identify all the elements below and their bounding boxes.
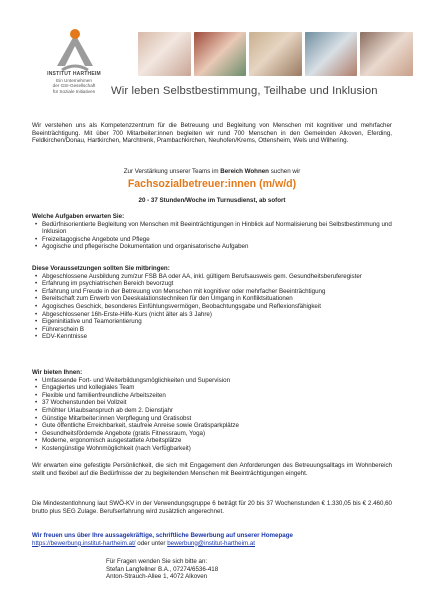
list-item: • Führerschein B <box>42 326 392 334</box>
list-item: • Umfassende Fort- und Weiterbildungsmöglichkeiten und Supervision <box>42 377 392 385</box>
lead-bold: Bereich Wohnen <box>220 168 269 175</box>
salary-paragraph: Die Mindestentlohnung laut SWÖ-KV in der Verwendungsgruppe 6 beträgt für 20 bis 37 Wochenstunden € 1.330,05 bis € 2.460,60 brutto plus SEG Zulage. Berufserfahrung wird zusätzlich angerechnet. <box>32 500 392 515</box>
contact-address: Anton-Strauch-Allee 1, 4072 Alkoven <box>106 573 208 581</box>
requirements-heading: Diese Voraussetzungen sollten Sie mitbringen: <box>32 265 170 272</box>
org-name: INSTITUT HARTHEIM <box>47 71 101 77</box>
list-item: • Engagiertes und kollegiales Team <box>42 384 392 392</box>
tasks-heading: Welche Aufgaben erwarten Sie: <box>32 213 125 220</box>
list-item: • Erfahrung und Freude in der Betreuung von Menschen mit kognitiver oder mehrfacher Beeinträchtigung <box>42 288 392 296</box>
tasks-section <box>32 213 392 251</box>
application-link[interactable]: https://bewerbung.institut-hartheim.at/ <box>32 539 136 547</box>
list-item: • EDV-Kenntnisse <box>42 333 392 341</box>
header-photo <box>194 32 247 76</box>
org-sub-line: für Soziale Initiativen <box>52 88 96 94</box>
header-photo <box>249 32 302 76</box>
list-item: • 37 Wochenstunden bei Vollzeit <box>42 399 392 407</box>
list-item: • Freizeitagogische Angebote und Pflege <box>42 236 392 244</box>
apply-question: Wir freuen uns über Ihre aussagekräftige, schriftliche Bewerbung auf unserer Homepage <box>32 532 293 539</box>
contact-intro: Für Fragen wenden Sie sich bitte an: <box>106 558 208 565</box>
list-item: • Abgeschlossener 16h-Erste-Hilfe-Kurs (nicht älter als 3 Jahre) <box>42 311 392 319</box>
contact-person: Stefan Langfellner B.A., 07274/6536-418 <box>106 565 219 573</box>
header-photo <box>305 32 358 76</box>
intro-paragraph: Wir verstehen uns als Kompetenzzentrum für die Betreuung und Begleitung von Menschen mit kognitiver und mehrfacher Beeinträchtigung. Mit über 700 Mitarbeiter:innen begleiten wir rund 700 Menschen in den Gemeinden Alkoven, Eferding, Feldkirchen/Donau, Hartkirchen, Marchtrenk, Prambachkirchen, Neuhofen/Krems, Ottensheim, Wels und Wilhering. <box>32 122 392 145</box>
list-item: • Gesundheitsfördernde Angebote (gratis Fitnessraum, Yoga) <box>42 430 392 438</box>
contact-block <box>106 558 366 581</box>
expectation-paragraph: Wir erwarten eine gefestigte Persönlichkeit, die sich mit Engagement den Anforderungen des Betreuungsalltags im Wohnbereich stellt und flexibel auf die Bedürfnisse der zu begleitenden Menschen mit Beeinträchtigungen eingeht. <box>32 462 392 477</box>
apply-links <box>32 540 392 548</box>
list-item: • Moderne, ergonomisch ausgestattete Arbeitsplätze <box>42 437 392 445</box>
list-item: • Bedürfnisorientierte Begleitung von Menschen mit Beeinträchtigungen in Hinblick auf Normalisierung bei Selbstbestimmung und Inklusion <box>42 221 392 236</box>
list-item: • Flexible und familienfreundliche Arbeitszeiten <box>42 392 392 400</box>
list-item: • Gute öffentliche Erreichbarkeit, staufreie Anreise sowie Gratisparkplätze <box>42 422 392 430</box>
offers-heading: Wir bieten Ihnen: <box>32 369 83 376</box>
requirements-section <box>32 265 392 341</box>
list-item: • Abgeschlossene Ausbildung zum/zur FSB BA oder AA, inkl. gültigem Berufsausweis gem. Gesundheitsberuferegister <box>42 273 392 281</box>
header-photo-strip <box>138 32 413 76</box>
header-photo <box>138 32 191 76</box>
list-item: • Bereitschaft zum Erwerb von Deeskalationstechniken für den Umgang in Konfliktsituationen <box>42 295 392 303</box>
org-sub-line: der GSI-Gesellschaft <box>52 83 96 89</box>
header-photo <box>360 32 413 76</box>
list-item: • Erfahrung im psychiatrischen Bereich bevorzugt <box>42 280 392 288</box>
job-title: Fachsozialbetreuer:innen (m/w/d) <box>127 178 297 190</box>
institut-hartheim-logo <box>40 28 110 74</box>
list-item: • Erhöhter Urlaubsanspruch ab dem 2. Dienstjahr <box>42 407 392 415</box>
list-item: • Eigeninitiative und Teamorientierung <box>42 318 392 326</box>
slogan: Wir leben Selbstbestimmung, Teilhabe und Inklusion <box>111 85 378 97</box>
org-sub-line: Ein Unternehmen <box>56 77 92 83</box>
apply-or: oder unter <box>135 539 168 547</box>
org-block <box>30 72 118 94</box>
list-item: • Agogisches Geschick, besonderes Einfühlungsvermögen, Beobachtungsgabe und Reflexionsfähigkeit <box>42 303 392 311</box>
list-item: • Kostengünstige Wohnmöglichkeit (nach Verfügbarkeit) <box>42 445 392 453</box>
list-item: • Günstige Mitarbeiter:innen Verpflegung und Gratisobst <box>42 415 392 423</box>
lead-suffix: suchen wir <box>268 168 301 175</box>
application-email-link[interactable]: bewerbung@institut-hartheim.at <box>167 539 255 547</box>
list-item: • Agogische und pflegerische Dokumentation und organisatorische Aufgaben <box>42 243 392 251</box>
lead-line <box>32 168 392 175</box>
hours-line: 20 - 37 Stunden/Woche im Turnusdienst, ab sofort <box>138 197 286 204</box>
apply-block <box>32 532 392 547</box>
offers-section <box>32 369 392 453</box>
lead-prefix: Zur Verstärkung unserer Teams im <box>123 168 221 175</box>
